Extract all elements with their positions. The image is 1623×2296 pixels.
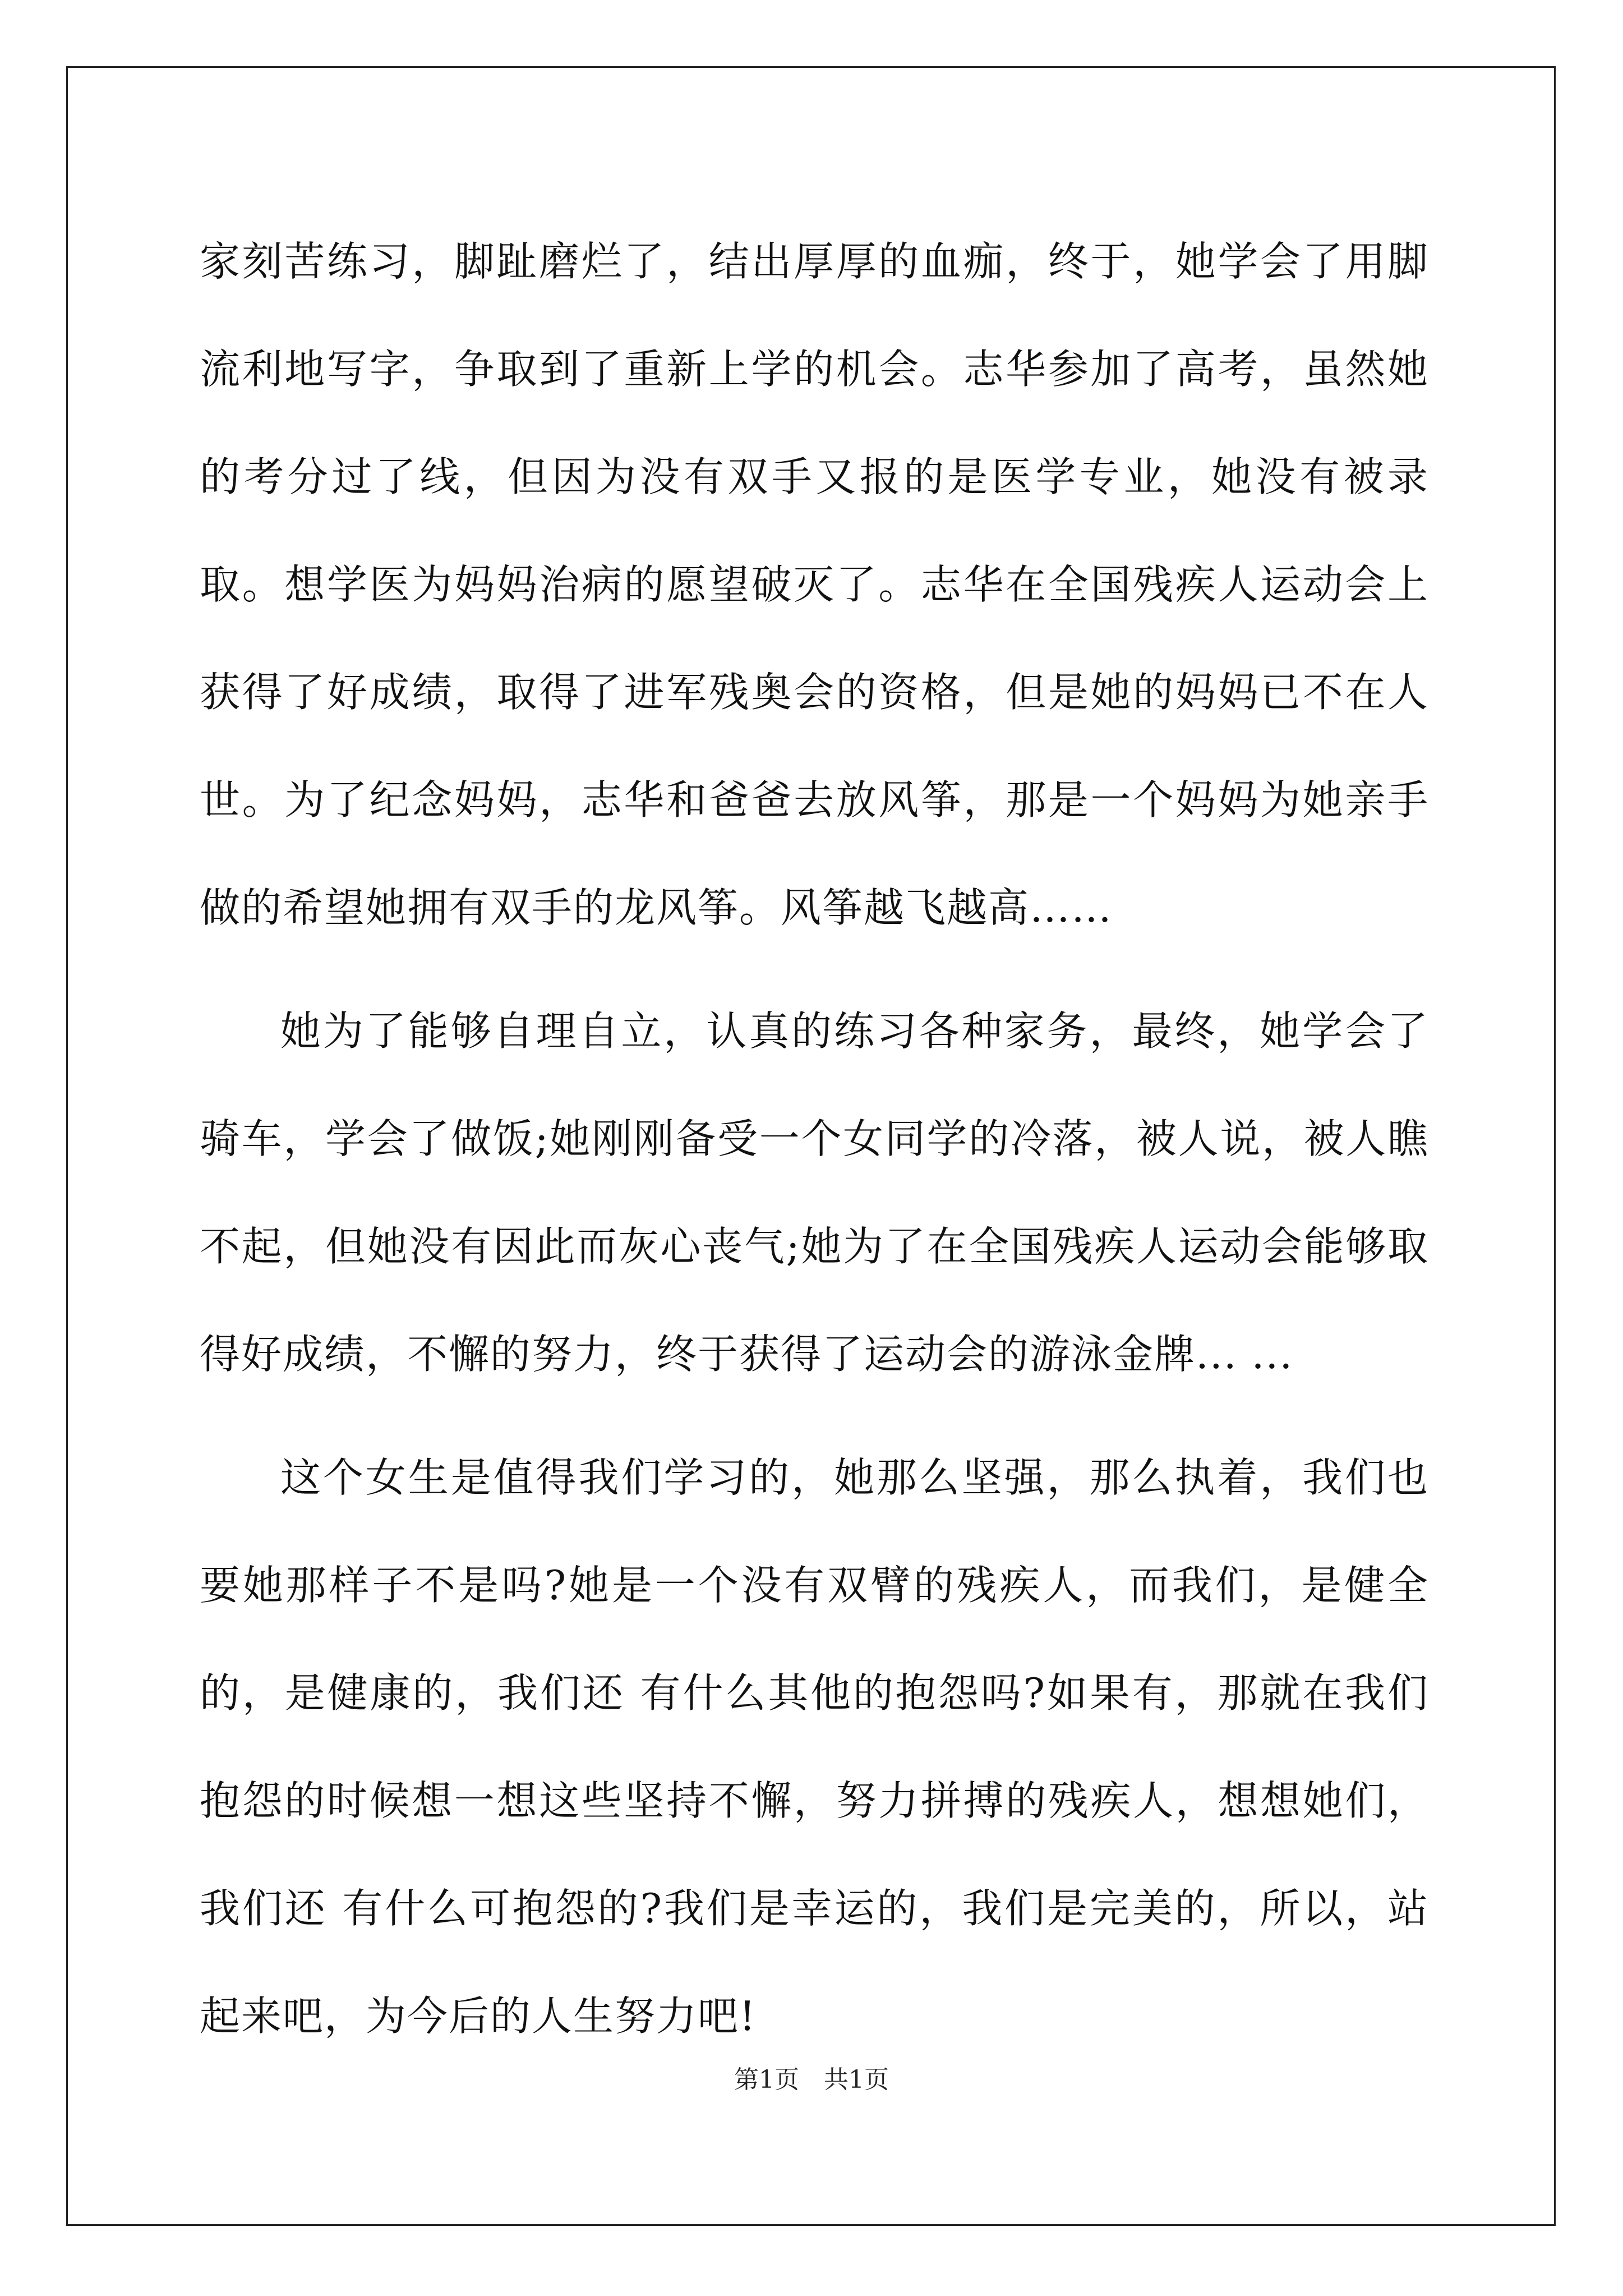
paragraph-1: 家刻苦练习，脚趾磨烂了，结出厚厚的血痂，终于，她学会了用脚流利地写字，争取到了重新上学的机会。志华参加了高考，虽然她的考分过了线，但因为没有双手又报的是医学专业，她没有被录取。想学医为妈妈治病的愿望破灭了。志华在全国残疾人运动会上获得了好成绩，取得了进军残奥会的资格，但是她的妈妈已不在人世。为了纪念妈妈，志华和爸爸去放风筝，那是一个妈妈为她亲手做的希望她拥有双手的龙风筝。风筝越飞越高…… [200,238,1429,931]
paragraph-2: 她为了能够自理自立，认真的练习各种家务，最终，她学会了骑车，学会了做饭;她刚刚备受一个女同学的冷落，被人说，被人瞧不起，但她没有因此而灰心丧气;她为了在全国残疾人运动会能够取得好成绩，不懈的努力，终于获得了运动会的游泳金牌... ... [200,1007,1429,1378]
paragraph-3: 这个女生是值得我们学习的，她那么坚强，那么执着，我们也要她那样子不是吗?她是一个没有双臂的残疾人，而我们，是健全的，是健康的，我们还 有什么其他的抱怨吗?如果有，那就在我们抱怨的时候想一想这些坚持不懈，努力拼搏的残疾人，想想她们，我们还 有什么可抱怨的?我们是幸运的，我们是完美的，所以，站起来吧，为今后的人生努力吧! [200,1454,1429,2040]
document-body [200,208,1429,2070]
page-number-footer: 第1页 共1页 [734,2065,889,2094]
